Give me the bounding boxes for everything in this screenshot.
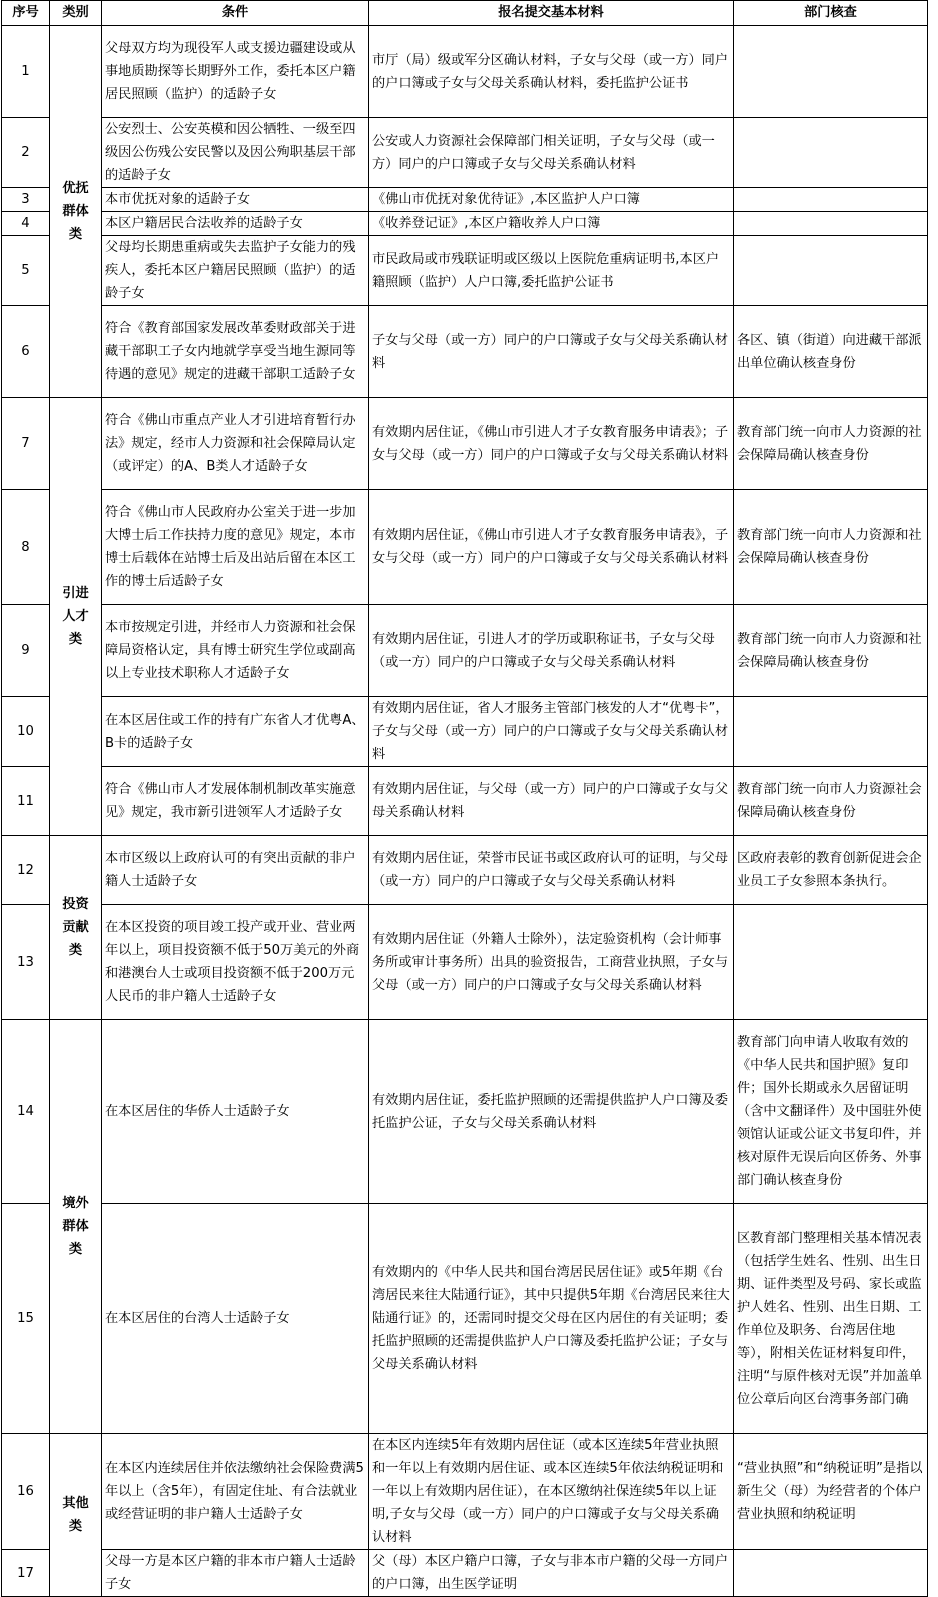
condition-cell: 符合《教育部国家发展改革委财政部关于进藏干部职工子女内地就学享受当地生源同等待遇的意见》规定的进藏干部职工适龄子女 — [102, 306, 369, 398]
category-cell: 优抚群体类 — [50, 26, 102, 398]
table-row — [2, 836, 928, 905]
table-row — [2, 767, 928, 836]
table-header-row — [2, 1, 928, 26]
check-cell: “营业执照”和“纳税证明”是指以新生父（母）为经营者的个体户营业执照和纳税证明 — [734, 1434, 928, 1550]
category-cell: 投资贡献类 — [50, 836, 102, 1020]
row-number: 9 — [2, 605, 50, 697]
table-row — [2, 306, 928, 398]
check-cell: 区教育部门整理相关基本情况表（包括学生姓名、性别、出生日期、证件类型及号码、家长或监护人姓名、性别、出生日期、工作单位及职务、台湾居住地等），附相关佐证材料复印件，注明“与原件核对无误”并加盖单位公章后向区台湾事务部门确 — [734, 1204, 928, 1434]
table-row — [2, 236, 928, 306]
materials-cell: 市民政局或市残联证明或区级以上医院危重病证明书,本区户籍照顾（监护）人户口簿,委托监护公证书 — [369, 236, 734, 306]
table-row — [2, 1550, 928, 1597]
row-number: 8 — [2, 490, 50, 605]
row-number: 16 — [2, 1434, 50, 1550]
table-row — [2, 490, 928, 605]
materials-cell: 有效期内居住证，省人才服务主管部门核发的人才“优粤卡”，子女与父母（或一方）同户的户口簿或子女与父母关系确认材料 — [369, 697, 734, 767]
condition-cell: 在本区内连续居住并依法缴纳社会保险费满5年以上（含5年），有固定住址、有合法就业或经营证明的非户籍人士适龄子女 — [102, 1434, 369, 1550]
category-cell: 境外群体类 — [50, 1020, 102, 1434]
materials-cell: 有效期内居住证，委托监护照顾的还需提供监护人户口簿及委托监护公证，子女与父母关系确认材料 — [369, 1020, 734, 1204]
check-cell — [734, 697, 928, 767]
materials-cell: 有效期内居住证（外籍人士除外），法定验资机构（会计师事务所或审计事务所）出具的验资报告，工商营业执照，子女与父母（或一方）同户的户口簿或子女与父母关系确认材料 — [369, 905, 734, 1020]
condition-cell: 在本区居住的台湾人士适龄子女 — [102, 1204, 369, 1434]
check-cell — [734, 905, 928, 1020]
admission-requirements-table — [1, 0, 928, 1597]
table-row — [2, 1020, 928, 1204]
table-row — [2, 697, 928, 767]
row-number: 5 — [2, 236, 50, 306]
row-number: 13 — [2, 905, 50, 1020]
check-cell: 教育部门统一向市人力资源和社会保障局确认核查身份 — [734, 490, 928, 605]
condition-cell: 父母均长期患重病或失去监护子女能力的残疾人，委托本区户籍居民照顾（监护）的适龄子女 — [102, 236, 369, 306]
row-number: 6 — [2, 306, 50, 398]
category-cell: 引进人才类 — [50, 398, 102, 836]
materials-cell: 有效期内居住证，《佛山市引进人才子女教育服务申请表》，子女与父母（或一方）同户的户口簿或子女与父母关系确认材料 — [369, 490, 734, 605]
materials-cell: 公安或人力资源社会保障部门相关证明，子女与父母（或一方）同户的户口簿或子女与父母关系确认材料 — [369, 118, 734, 188]
materials-cell: 有效期内居住证，与父母（或一方）同户的户口簿或子女与父母关系确认材料 — [369, 767, 734, 836]
condition-cell: 本市按规定引进，并经市人力资源和社会保障局资格认定，具有博士研究生学位或副高以上专业技术职称人才适龄子女 — [102, 605, 369, 697]
row-number: 2 — [2, 118, 50, 188]
check-cell — [734, 236, 928, 306]
condition-cell: 在本区投资的项目竣工投产或开业、营业两年以上，项目投资额不低于50万美元的外商和港澳台人士或项目投资额不低于200万元人民币的非户籍人士适龄子女 — [102, 905, 369, 1020]
table-row — [2, 212, 928, 236]
table-row — [2, 26, 928, 118]
row-number: 11 — [2, 767, 50, 836]
condition-cell: 在本区居住或工作的持有广东省人才优粤A、B卡的适龄子女 — [102, 697, 369, 767]
table-row — [2, 1204, 928, 1434]
check-cell — [734, 1550, 928, 1597]
check-cell: 教育部门统一向市人力资源社会保障局确认核查身份 — [734, 767, 928, 836]
check-cell: 教育部门统一向市人力资源的社会保障局确认核查身份 — [734, 398, 928, 490]
check-cell — [734, 188, 928, 212]
materials-cell: 有效期内居住证，《佛山市引进人才子女教育服务申请表》；子女与父母（或一方）同户的户口簿或子女与父母关系确认材料 — [369, 398, 734, 490]
table-row — [2, 605, 928, 697]
condition-cell: 公安烈士、公安英模和因公牺牲、一级至四级因公伤残公安民警以及因公殉职基层干部的适龄子女 — [102, 118, 369, 188]
check-cell — [734, 212, 928, 236]
condition-cell: 本市区级以上政府认可的有突出贡献的非户籍人士适龄子女 — [102, 836, 369, 905]
materials-cell: 子女与父母（或一方）同户的户口簿或子女与父母关系确认材料 — [369, 306, 734, 398]
condition-cell: 符合《佛山市人才发展体制机制改革实施意见》规定，我市新引进领军人才适龄子女 — [102, 767, 369, 836]
check-cell — [734, 26, 928, 118]
materials-cell: 《收养登记证》,本区户籍收养人户口簿 — [369, 212, 734, 236]
condition-cell: 本区户籍居民合法收养的适龄子女 — [102, 212, 369, 236]
table-row — [2, 118, 928, 188]
row-number: 7 — [2, 398, 50, 490]
row-number: 3 — [2, 188, 50, 212]
check-cell — [734, 118, 928, 188]
materials-cell: 《佛山市优抚对象优待证》,本区监护人户口簿 — [369, 188, 734, 212]
materials-cell: 在本区内连续5年有效期内居住证（或本区连续5年营业执照和一年以上有效期内居住证、或本区连续5年依法纳税证明和一年以上有效期内居住证），在本区缴纳社保连续5年以上证明,子女与父母（或一方）同户的户口簿或子女与父母关系确认材料 — [369, 1434, 734, 1550]
table-row — [2, 905, 928, 1020]
table-row — [2, 1434, 928, 1550]
condition-cell: 在本区居住的华侨人士适龄子女 — [102, 1020, 369, 1204]
row-number: 1 — [2, 26, 50, 118]
condition-cell: 父母一方是本区户籍的非本市户籍人士适龄子女 — [102, 1550, 369, 1597]
materials-cell: 有效期内居住证，荣誉市民证书或区政府认可的证明，与父母（或一方）同户的户口簿或子女与父母关系确认材料 — [369, 836, 734, 905]
category-cell: 其他类 — [50, 1434, 102, 1597]
materials-cell: 市厅（局）级或军分区确认材料，子女与父母（或一方）同户的户口簿或子女与父母关系确认材料，委托监护公证书 — [369, 26, 734, 118]
row-number: 15 — [2, 1204, 50, 1434]
header-department-check: 部门核查 — [734, 1, 928, 26]
row-number: 17 — [2, 1550, 50, 1597]
row-number: 14 — [2, 1020, 50, 1204]
check-cell: 教育部门向申请人收取有效的《中华人民共和国护照》复印件；国外长期或永久居留证明（含中文翻译件）及中国驻外使领馆认证或公证文书复印件，并核对原件无误后向区侨务、外事部门确认核查身份 — [734, 1020, 928, 1204]
header-no: 序号 — [2, 1, 50, 26]
condition-cell: 父母双方均为现役军人或支援边疆建设或从事地质勘探等长期野外工作，委托本区户籍居民照顾（监护）的适龄子女 — [102, 26, 369, 118]
header-materials: 报名提交基本材料 — [369, 1, 734, 26]
row-number: 4 — [2, 212, 50, 236]
row-number: 10 — [2, 697, 50, 767]
table-row — [2, 188, 928, 212]
check-cell: 区政府表彰的教育创新促进会企业员工子女参照本条执行。 — [734, 836, 928, 905]
check-cell: 教育部门统一向市人力资源和社会保障局确认核查身份 — [734, 605, 928, 697]
table-row — [2, 398, 928, 490]
condition-cell: 符合《佛山市人民政府办公室关于进一步加大博士后工作扶持力度的意见》规定，本市博士后载体在站博士后及出站后留在本区工作的博士后适龄子女 — [102, 490, 369, 605]
materials-cell: 父（母）本区户籍户口簿，子女与非本市户籍的父母一方同户的户口簿，出生医学证明 — [369, 1550, 734, 1597]
materials-cell: 有效期内居住证，引进人才的学历或职称证书，子女与父母（或一方）同户的户口簿或子女与父母关系确认材料 — [369, 605, 734, 697]
condition-cell: 本市优抚对象的适龄子女 — [102, 188, 369, 212]
row-number: 12 — [2, 836, 50, 905]
materials-cell: 有效期内的《中华人民共和国台湾居民居住证》或5年期《台湾居民来往大陆通行证》，其中只提供5年期《台湾居民来往大陆通行证》的，还需同时提交父母在区内居住的有关证明；委托监护照顾的还需提供监护人户口簿及委托监护公证；子女与父母关系确认材料 — [369, 1204, 734, 1434]
condition-cell: 符合《佛山市重点产业人才引进培育暂行办法》规定，经市人力资源和社会保障局认定（或评定）的A、B类人才适龄子女 — [102, 398, 369, 490]
header-condition: 条件 — [102, 1, 369, 26]
header-category: 类别 — [50, 1, 102, 26]
check-cell: 各区、镇（街道）向进藏干部派出单位确认核查身份 — [734, 306, 928, 398]
